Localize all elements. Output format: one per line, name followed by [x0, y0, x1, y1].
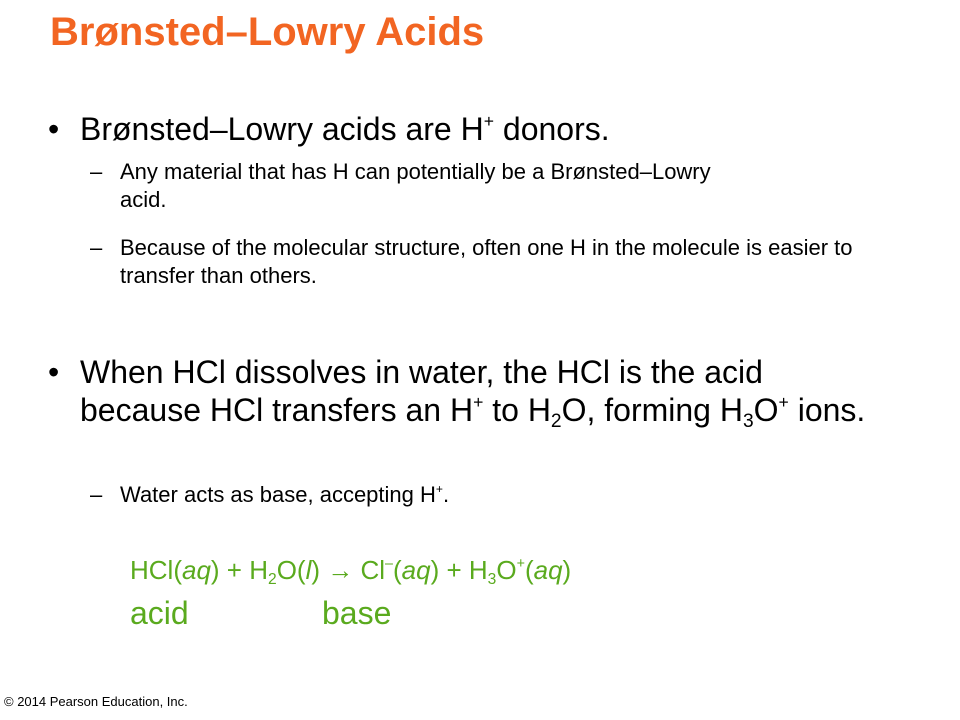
bullet-text: Brønsted–Lowry acids are H — [80, 111, 484, 147]
eq-run: ( — [392, 555, 402, 585]
eq-run: ) + H — [430, 555, 488, 585]
bullet-text-tail: donors. — [494, 111, 610, 147]
slide-title: Brønsted–Lowry Acids — [50, 10, 485, 54]
text-run: . — [442, 482, 450, 507]
sub-bullet-any-material: Any material that has H can potentially be a Brønsted–Lowry acid. — [120, 159, 711, 212]
sub-bullet-molecular-structure: Because of the molecular structure, often one H in the molecule is easier to transfer than others. — [120, 235, 853, 288]
eq-run: O — [496, 555, 517, 585]
eq-superscript: + — [516, 556, 525, 573]
text-run: O, forming H — [561, 392, 743, 428]
bullet-marker: • — [48, 111, 60, 147]
subscript-2: 2 — [550, 410, 562, 432]
eq-run: ( — [524, 555, 534, 585]
text-run: to H — [483, 392, 551, 428]
superscript-plus: + — [483, 110, 494, 131]
acid-label: acid — [130, 595, 189, 631]
chemical-equation — [130, 553, 571, 587]
sub-bullet-marker: – — [90, 159, 103, 184]
superscript-plus: + — [435, 481, 443, 496]
eq-superscript: – — [385, 556, 393, 573]
bullet-marker: • — [48, 354, 60, 390]
eq-subscript: 3 — [487, 570, 497, 588]
bullet-hcl-dissolves — [80, 353, 870, 432]
bullet-acid-definition — [80, 110, 940, 148]
eq-run: HCl( — [130, 555, 182, 585]
base-label: base — [322, 595, 392, 631]
superscript-plus: + — [778, 391, 789, 412]
eq-run: ) + H — [210, 555, 268, 585]
sub-bullet-marker: – — [90, 482, 103, 507]
copyright-notice: © 2014 Pearson Education, Inc. — [4, 694, 188, 709]
eq-italic: aq — [401, 555, 431, 585]
eq-italic: aq — [533, 555, 563, 585]
sub-bullet-marker: – — [90, 235, 103, 260]
sub-bullet-water-base — [120, 481, 820, 509]
text-run: When HCl dissolves in water, the HCl is the acid because HCl transfers an H — [80, 354, 763, 428]
text-run: ions. — [788, 392, 866, 428]
text-run: Water acts as base, accepting H — [120, 482, 436, 507]
eq-italic: l — [305, 555, 312, 585]
eq-italic: aq — [182, 555, 211, 585]
eq-run: ) — [562, 555, 572, 585]
subscript-3: 3 — [742, 410, 754, 432]
superscript-plus: + — [473, 391, 484, 412]
eq-subscript: 2 — [268, 570, 277, 588]
eq-run: ) → Cl — [311, 555, 386, 585]
text-run: O — [753, 392, 779, 428]
eq-run: O( — [276, 555, 306, 585]
